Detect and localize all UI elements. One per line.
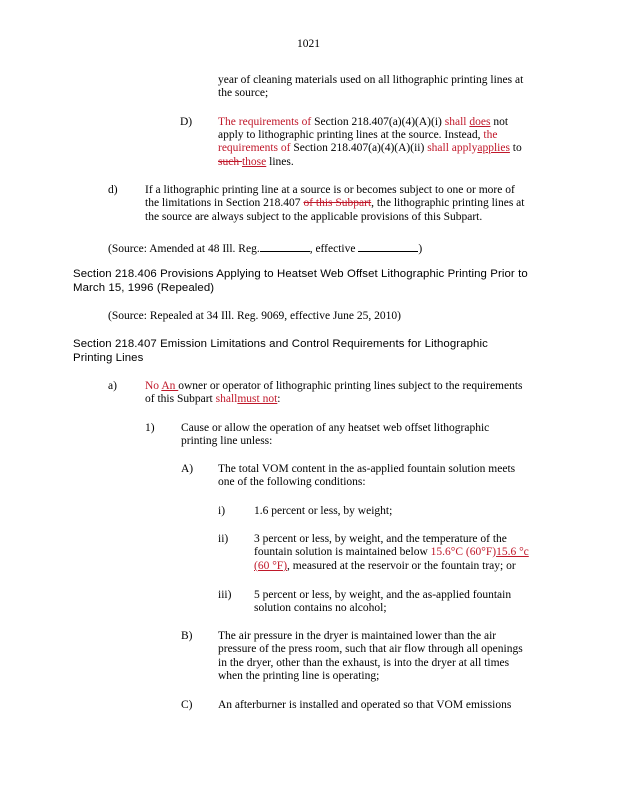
inserted-text: does — [469, 116, 491, 128]
paragraph-B-line: The air pressure in the dryer is maintained lower than the air — [218, 630, 497, 642]
paragraph-A-line: one of the following conditions: — [218, 476, 366, 488]
source-note-amended — [108, 241, 422, 256]
inserted-text: the — [483, 129, 498, 141]
paragraph-d-line — [145, 197, 524, 210]
item-label-D: D) — [180, 116, 193, 128]
paragraph-B-line: when the printing line is operating; — [218, 670, 380, 682]
item-label-d: d) — [108, 184, 118, 196]
paragraph-B-line: in the dryer, other than the exhaust, is into the dryer at all times — [218, 657, 510, 669]
paragraph-B-line: pressure of the press room, such that air flow through all openings — [218, 643, 523, 655]
inserted-text: (60 °F) — [254, 560, 288, 572]
paragraph-a-line — [145, 380, 523, 393]
paragraph-D-line — [218, 142, 522, 155]
inserted-text: applies — [477, 142, 510, 154]
text-run: fountain solution is maintained below — [254, 546, 431, 558]
inserted-text: 15.6°C (60°F) — [430, 546, 497, 558]
paragraph-1-line: Cause or allow the operation of any heatset web offset lithographic — [181, 422, 490, 434]
section-heading: Section 218.406 Provisions Applying to Heatset Web Offset Lithographic Printing Prior to — [73, 268, 528, 280]
item-label-1: 1) — [145, 422, 155, 434]
text-run: apply to lithographic printing lines at the source. Instead, — [218, 129, 484, 141]
text-run: not — [490, 116, 509, 128]
continuation-line: the source; — [218, 87, 269, 99]
paragraph-a-line — [145, 393, 280, 406]
inserted-text: The requirements of — [218, 116, 312, 128]
item-label-A: A) — [181, 463, 194, 475]
page-number: 1021 — [297, 38, 320, 50]
text-run: to — [509, 142, 522, 154]
paragraph-iii-line: solution contains no alcohol; — [254, 602, 387, 614]
section-heading: March 15, 1996 (Repealed) — [73, 282, 215, 294]
section-heading: Printing Lines — [73, 352, 144, 364]
paragraph-ii-line — [254, 560, 516, 573]
item-label-iii: iii) — [218, 589, 232, 601]
inserted-text: shall — [444, 116, 467, 128]
deleted-text: such — [218, 156, 242, 168]
inserted-text: must not — [237, 393, 278, 405]
item-label-C: C) — [181, 699, 193, 711]
text-run: ) — [418, 243, 423, 255]
paragraph-iii-line: 5 percent or less, by weight, and the as-applied fountain — [254, 589, 512, 601]
paragraph-D-line — [218, 116, 508, 129]
paragraph-ii-line: 3 percent or less, by weight, and the temperature of the — [254, 533, 507, 545]
paragraph-D-line — [218, 129, 497, 142]
item-label-ii: ii) — [218, 533, 229, 545]
inserted-text: 15.6 °c — [496, 546, 529, 558]
inserted-text: shall — [215, 393, 238, 405]
paragraph-ii-line — [254, 546, 529, 559]
inserted-text: requirements of — [218, 142, 291, 154]
source-note-repealed: (Source: Repealed at 34 Ill. Reg. 9069, effective June 25, 2010) — [108, 310, 401, 322]
paragraph-A-line: The total VOM content in the as-applied fountain solution meets — [218, 463, 516, 475]
text-run: Section 218.407(a)(4)(A)(i) — [311, 116, 445, 128]
paragraph-D-line — [218, 156, 294, 169]
blank-line — [260, 241, 310, 252]
paragraph-d-line: the source are always subject to the applicable provisions of this Subpart. — [145, 211, 483, 223]
continuation-line: year of cleaning materials used on all lithographic printing lines at — [218, 74, 524, 86]
item-label-a: a) — [108, 380, 117, 392]
text-run: owner or operator of lithographic printing lines subject to the requirements — [178, 380, 523, 392]
item-label-B: B) — [181, 630, 193, 642]
paragraph-d-line: If a lithographic printing line at a source is or becomes subject to one or more of — [145, 184, 515, 196]
text-run: , measured at the reservoir or the fountain tray; or — [287, 560, 516, 572]
text-run: of this Subpart — [145, 393, 216, 405]
text-run: Section 218.407(a)(4)(A)(ii) — [290, 142, 428, 154]
text-run: (Source: Amended at 48 Ill. Reg. — [108, 243, 260, 255]
text-run: : — [277, 393, 281, 405]
blank-line — [358, 241, 418, 252]
paragraph-i-line: 1.6 percent or less, by weight; — [254, 505, 393, 517]
text-run: the limitations in Section 218.407 — [145, 197, 304, 209]
inserted-text: No — [145, 380, 160, 392]
text-run: lines. — [266, 156, 294, 168]
inserted-text: shall apply — [427, 142, 478, 154]
item-label-i: i) — [218, 505, 226, 517]
deleted-text: of this Subpart — [303, 197, 372, 209]
paragraph-C-line: An afterburner is installed and operated so that VOM emissions — [218, 699, 512, 711]
text-run: , effective — [309, 243, 359, 255]
section-heading: Section 218.407 Emission Limitations and Control Requirements for Lithographic — [73, 338, 488, 350]
inserted-text: those — [241, 156, 267, 168]
paragraph-1-line: printing line unless: — [181, 435, 273, 447]
text-run: , the lithographic printing lines at — [371, 197, 525, 209]
inserted-text: An — [161, 380, 179, 392]
